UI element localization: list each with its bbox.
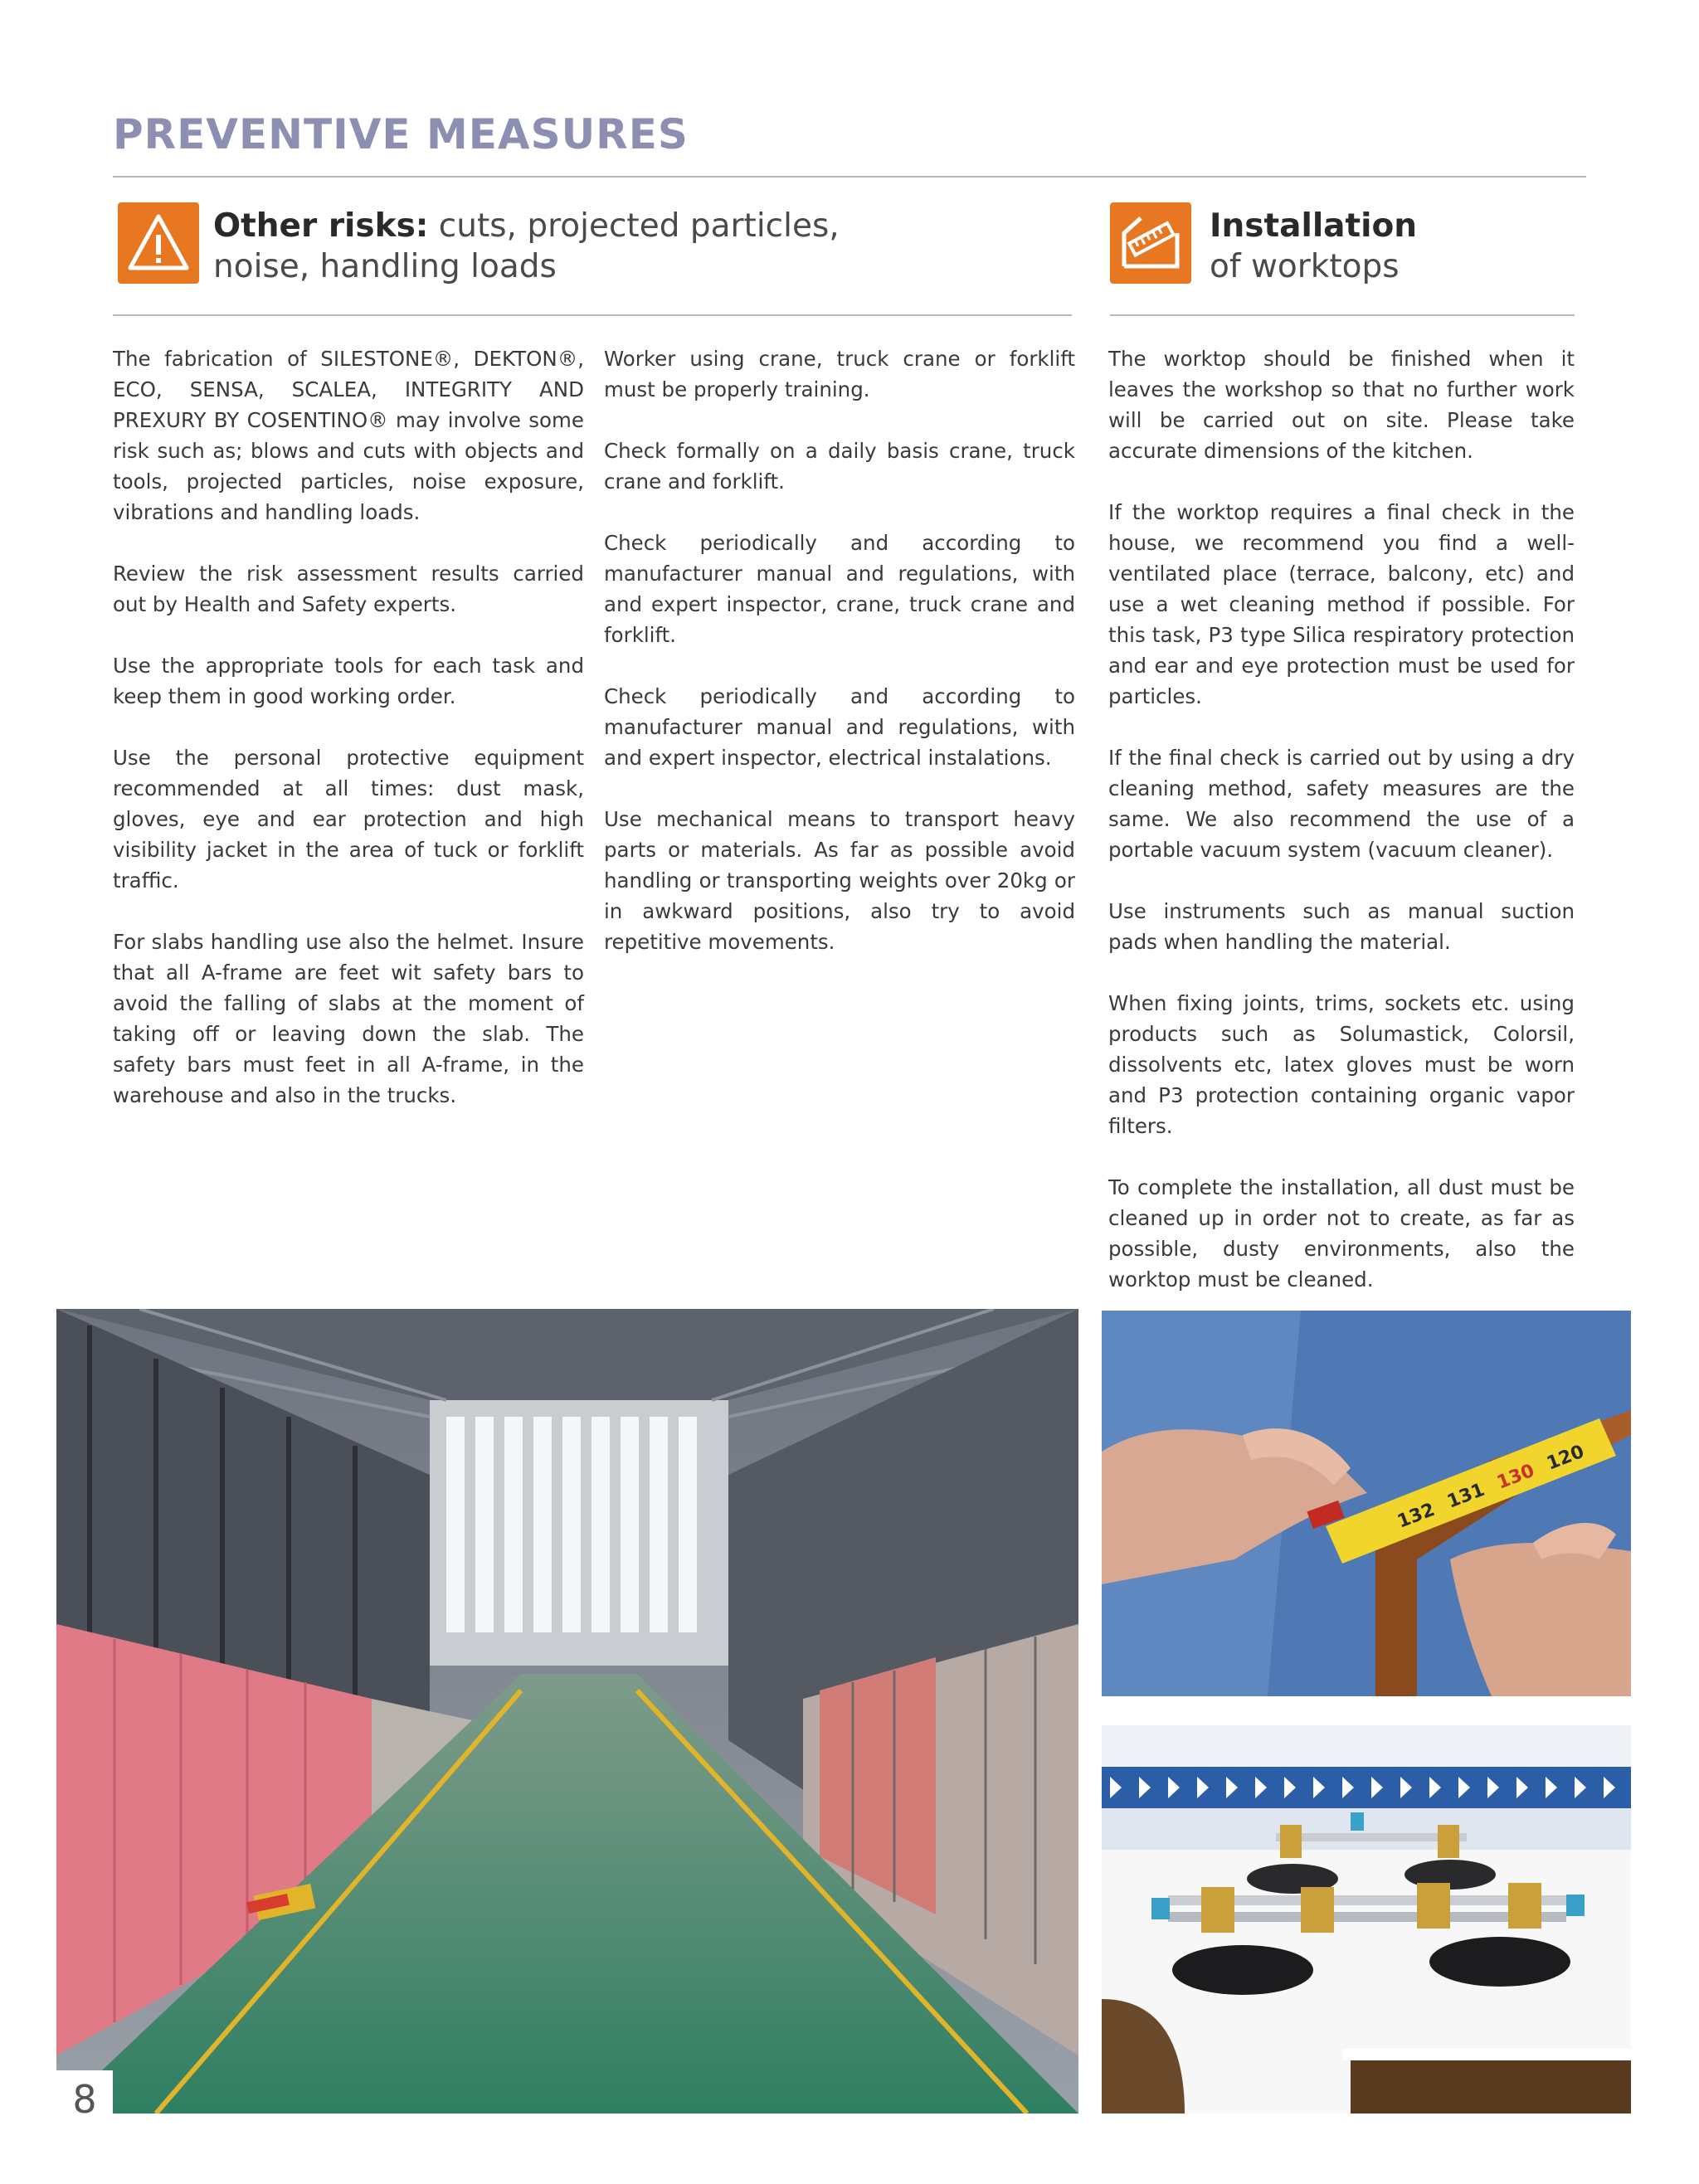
- tape-number: 120: [1544, 1441, 1588, 1475]
- tape-number: 130: [1494, 1460, 1538, 1494]
- paragraph: For slabs handling use also the helmet. Insure that all A-frame are feet wit safety bars to avoid the falling of slabs at the moment of taking off or leaving down the slab. The safety bars must feet in all A-frame, in the warehouse and also in the trucks.: [113, 930, 584, 1107]
- tape-number: 132: [1395, 1499, 1439, 1533]
- paragraph: To complete the installation, all dust must be cleaned up in order not to create, as far as possible, dusty environments, also the worktop must be cleaned.: [1108, 1175, 1575, 1291]
- column-installation: [1108, 343, 1575, 1325]
- title-divider: [113, 176, 1586, 178]
- ruler-worktop-icon: [1110, 202, 1191, 284]
- installation-heading-bold: Installation: [1210, 207, 1418, 245]
- paragraph: Use instruments such as manual suction pads when handling the material.: [1108, 899, 1575, 954]
- page-number: 8: [56, 2070, 113, 2128]
- other-risks-heading: [213, 206, 840, 287]
- paragraph: Check formally on a daily basis crane, truck crane and forklift.: [604, 439, 1075, 494]
- other-risks-heading-rest: cuts, projected particles,: [428, 207, 840, 245]
- measuring-tape-photo: [1102, 1311, 1631, 1696]
- tape-number: 131: [1444, 1479, 1488, 1513]
- paragraph: Worker using crane, truck crane or forklift must be properly training.: [604, 347, 1075, 401]
- other-risks-heading-bold: Other risks:: [213, 207, 429, 245]
- other-risks-heading-line2: noise, handling loads: [213, 248, 557, 285]
- paragraph: Use the appropriate tools for each task and keep them in good working order.: [113, 654, 584, 708]
- other-risks-divider: [113, 314, 1072, 316]
- installation-heading-line2: of worktops: [1210, 248, 1400, 285]
- suction-pads-photo: [1102, 1725, 1631, 2113]
- installation-heading: [1210, 206, 1417, 287]
- installation-divider: [1110, 314, 1575, 316]
- paragraph: Check periodically and according to manufacturer manual and regulations, with and expert inspector, crane, truck crane and forklift.: [604, 531, 1075, 647]
- paragraph: Use mechanical means to transport heavy parts or materials. As far as possible avoid handling or transporting weights over 20kg or in awkward positions, also try to avoid repetitive movements.: [604, 807, 1075, 954]
- paragraph: Check periodically and according to manufacturer manual and regulations, with and expert inspector, electrical instalations.: [604, 684, 1075, 770]
- column-other-risks-1: [113, 343, 584, 1141]
- paragraph: The fabrication of SILESTONE®, DEKTON®, ECO, SENSA, SCALEA, INTEGRITY AND PREXURY BY COSENTINO® may involve some risk such as; blows and cuts with objects and tools, projected particles, noise exposure, vibrations and handling loads.: [113, 347, 584, 524]
- paragraph: The worktop should be finished when it leaves the workshop so that no further work will be carried out on site. Please take accurate dimensions of the kitchen.: [1108, 347, 1575, 463]
- paragraph: Use the personal protective equipment recommended at all times: dust mask, gloves, eye and ear protection and high visibility jacket in the area of tuck or forklift traffic.: [113, 746, 584, 893]
- page-title: PREVENTIVE MEASURES: [113, 110, 689, 158]
- paragraph: If the worktop requires a final check in the house, we recommend you find a well-ventilated place (terrace, balcony, etc) and use a wet cleaning method if possible. For this task, P3 type Silica respiratory protection and ear and eye protection must be used for particles.: [1108, 500, 1575, 708]
- warning-triangle-icon: [118, 202, 199, 284]
- paragraph: If the final check is carried out by using a dry cleaning method, safety measures are the same. We also recommend the use of a portable vacuum system (vacuum cleaner).: [1108, 746, 1575, 862]
- paragraph: Review the risk assessment results carried out by Health and Safety experts.: [113, 562, 584, 616]
- warehouse-photo: [56, 1309, 1078, 2113]
- paragraph: When fixing joints, trims, sockets etc. using products such as Solumastick, Colorsil, dissolvents etc, latex gloves must be worn and P3 protection containing organic vapor filters.: [1108, 991, 1575, 1138]
- column-other-risks-2: [604, 343, 1075, 988]
